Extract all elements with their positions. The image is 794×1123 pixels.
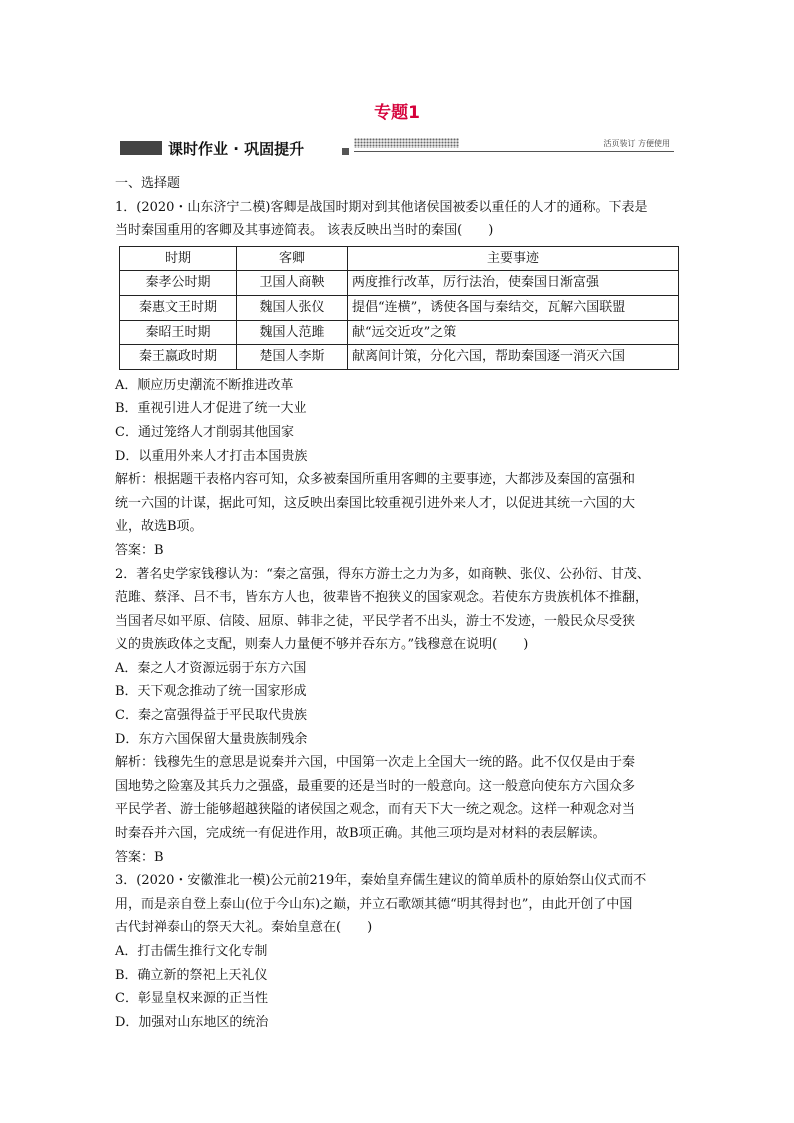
table-header-row	[120, 246, 679, 271]
question-2-option-b: B．天下观念推动了统一国家形成	[115, 684, 307, 700]
table-cell: 秦惠文王时期	[120, 295, 237, 320]
question-3-option-a: A．打击儒生推行文化专制	[115, 944, 268, 959]
table-cell: 秦王嬴政时期	[120, 345, 237, 370]
section-banner	[120, 138, 674, 160]
question-1-analysis-line: 统一六国的计谋，据此可知，这反映出秦国比较重视引进外来人才，以促进其统一六国的大	[115, 495, 636, 511]
table-header-cell: 主要事迹	[348, 246, 679, 271]
question-2-analysis-line: 平民学者、游士能够超越狭隘的诸侯国之观念，而有天下大一统之观念。这样一种观念对当	[115, 802, 636, 818]
question-3-stem-line: 古代封禅泰山的祭天大礼。秦始皇意在( )	[115, 920, 373, 936]
question-2-analysis-line: 国地势之险塞及其兵力之强盛，最重要的还是当时的一般意向。这一般意向使东方六国众多	[115, 778, 636, 794]
content	[115, 172, 681, 1034]
table-cell: 楚国人李斯	[237, 345, 348, 370]
section-heading: 一、选择题	[115, 176, 181, 191]
question-3-stem-line: 3．(2020・安徽淮北一模)公元前219年，秦始皇弃儒生建议的简单质朴的原始祭山仪式而不	[115, 873, 647, 889]
question-3-option-c: C．彰显皇权来源的正当性	[115, 991, 268, 1007]
question-1-option-d: D．以重用外来人才打击本国贵族	[115, 448, 308, 464]
question-1-option-a: A．顺应历史潮流不断推进改革	[115, 377, 294, 393]
question-2-stem-line: 当国者尽如平原、信陵、屈原、韩非之徒，平民学者不出头，游士不发迹，一般民众尽受狭	[115, 613, 636, 629]
table-cell: 魏国人范雎	[237, 320, 348, 345]
question-1-analysis-line: 解析：根据题干表格内容可知，众多被秦国所重用客卿的主要事迹，大都涉及秦国的富强和	[115, 472, 636, 488]
page-title: 专题1	[374, 103, 420, 123]
banner-rule	[354, 151, 674, 152]
question-1-stem-line: 当时秦国重用的客卿及其事迹简表。 该表反映出当时的秦国( )	[115, 223, 494, 239]
question-1-option-c: C．通过笼络人才削弱其他国家	[115, 424, 294, 440]
question-1-analysis-line: 业，故选B项。	[115, 519, 203, 535]
table-row	[120, 295, 679, 320]
question-3-option-b: B．确立新的祭祀上天礼仪	[115, 967, 268, 983]
question-3-option-d: D．加强对山东地区的统治	[115, 1014, 269, 1030]
table-cell: 卫国人商鞅	[237, 271, 348, 296]
table-cell: 提倡“连横”，诱使各国与秦结交，瓦解六国联盟	[348, 295, 679, 320]
question-1-option-b: B．重视引进人才促进了统一大业	[115, 401, 307, 417]
table-row	[120, 271, 679, 296]
table-cell: 秦昭王时期	[120, 320, 237, 345]
question-2-analysis-line: 时秦吞并六国，完成统一有促进作用，故B项正确。其他三项均是对材料的表层解读。	[115, 826, 606, 842]
banner-square-icon	[342, 148, 349, 155]
banner-dot-pattern	[354, 138, 459, 148]
question-3-stem-line: 用，而是亲自登上泰山(位于今山东)之巅，并立石歌颂其德“明其得封也”，由此开创了中国	[115, 896, 633, 912]
question-2-stem-line: 义的贵族政体之支配，则秦人力量便不够并吞东方。”钱穆意在说明( )	[115, 637, 529, 653]
table-header-cell: 时期	[120, 246, 237, 271]
table-row	[120, 345, 679, 370]
table-cell: 献离间计策，分化六国，帮助秦国逐一消灭六国	[348, 345, 679, 370]
banner-label: 课时作业 · 巩固提升	[168, 140, 305, 158]
question-2-stem-line: 2．著名史学家钱穆认为：“秦之富强，得东方游士之力为多，如商鞅、张仪、公孙衍、甘茂、	[115, 566, 650, 582]
table-cell: 两度推行改革，厉行法治，使秦国日渐富强	[348, 271, 679, 296]
table-row	[120, 320, 679, 345]
question-2-option-c: C．秦之富强得益于平民取代贵族	[115, 708, 307, 724]
question-2-stem-line: 范雎、蔡泽、吕不韦，皆东方人也，彼辈皆不抱狭义的国家观念。若使东方贵族机体不推翻，	[115, 590, 649, 606]
question-1-table	[119, 246, 679, 370]
question-2-analysis-line: 解析：钱穆先生的意思是说秦并六国，中国第一次走上全国大一统的路。此不仅仅是由于秦	[115, 755, 636, 771]
banner-note: 活页装订 方便使用	[603, 139, 670, 148]
question-1-answer: 答案：B	[115, 542, 164, 558]
question-2-option-d: D．东方六国保留大量贵族制残余	[115, 731, 308, 747]
table-cell: 献“远交近攻”之策	[348, 320, 679, 345]
question-1-stem-line: 1．(2020・山东济宁二模)客卿是战国时期对到其他诸侯国被委以重任的人才的通称。下表是	[115, 199, 648, 215]
table-cell: 魏国人张仪	[237, 295, 348, 320]
question-2-option-a: A．秦之人才资源远弱于东方六国	[115, 660, 307, 676]
question-2-answer: 答案：B	[115, 849, 164, 865]
table-header-cell: 客卿	[237, 246, 348, 271]
table-cell: 秦孝公时期	[120, 271, 237, 296]
banner-bar	[120, 141, 162, 155]
